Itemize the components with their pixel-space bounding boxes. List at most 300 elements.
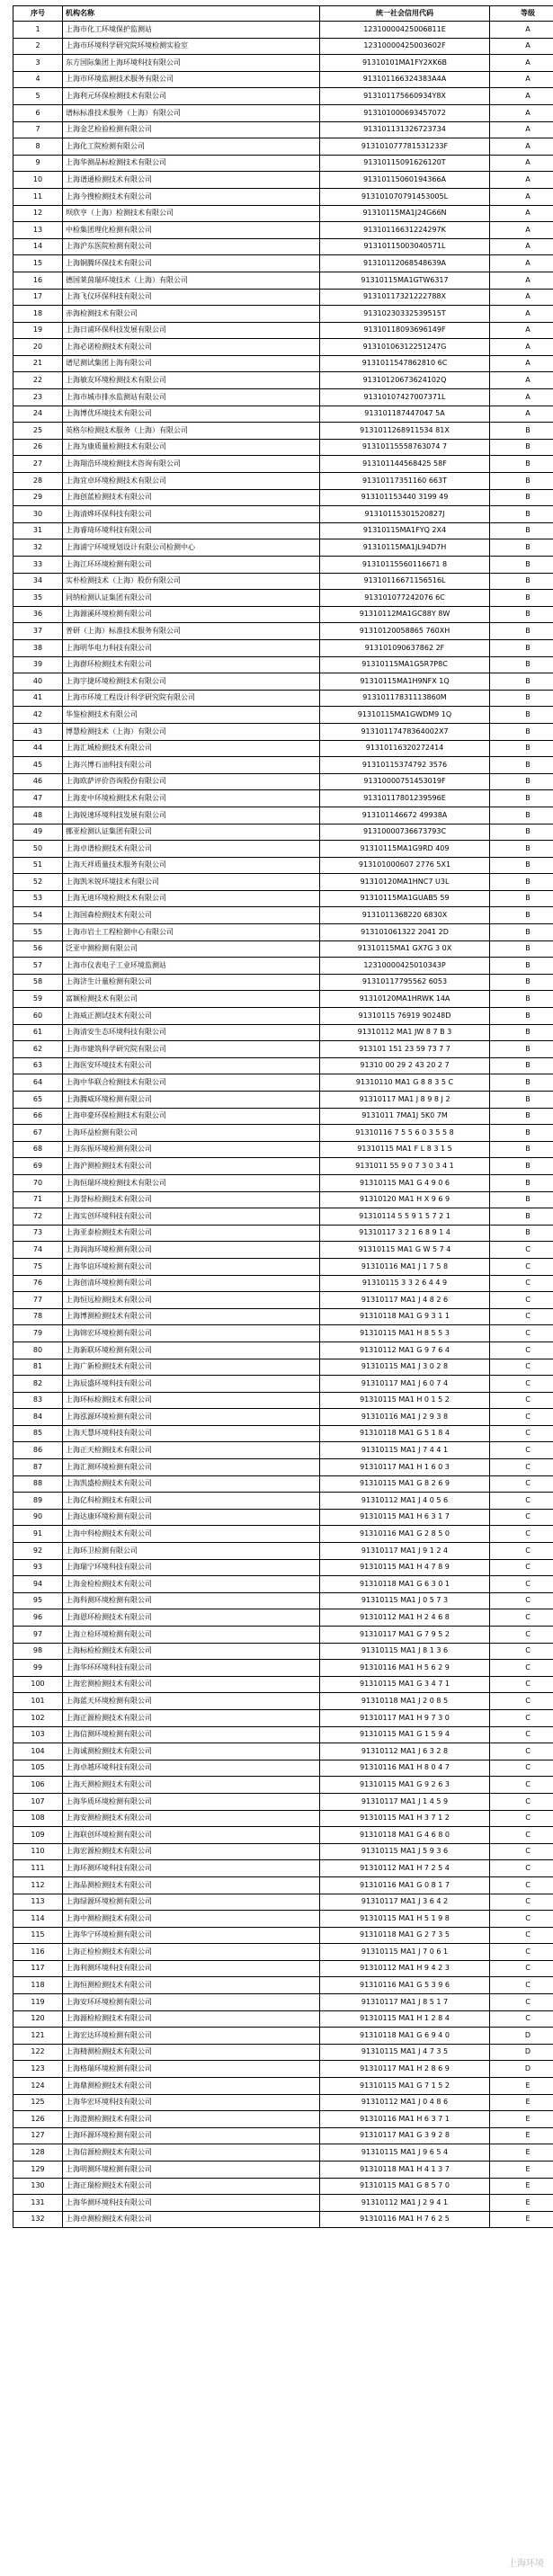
cell-credit-code: 91310115MA1J24G66N bbox=[320, 205, 490, 222]
cell-name: 谱尼测试集团上海有限公司 bbox=[63, 355, 320, 372]
cell-name: 上海为康质量检测技术有限公司 bbox=[63, 439, 320, 456]
cell-name: 上海立检环境检测有限公司 bbox=[63, 1627, 320, 1644]
cell-credit-code: 91310117 MA1 G 3 9 2 8 bbox=[320, 2127, 490, 2144]
cell-credit-code: 91310118 MA1 G 6 3 0 1 bbox=[320, 1576, 490, 1593]
cell-credit-code: 91310115MA1H9NFX 1Q bbox=[320, 673, 490, 691]
table-row bbox=[13, 590, 553, 607]
cell-seq: 90 bbox=[13, 1509, 63, 1526]
cell-grade: C bbox=[490, 1894, 553, 1911]
cell-name: 上海市化工环境保护监测站 bbox=[63, 22, 320, 39]
cell-credit-code: 91310115 MA1 J 5 9 3 6 bbox=[320, 1843, 490, 1860]
cell-name: 上海利测环境科技有限公司 bbox=[63, 1960, 320, 1977]
cell-grade: B bbox=[490, 590, 553, 607]
cell-name: 上海欧萨评价咨询股份有限公司 bbox=[63, 773, 320, 790]
cell-name: 上海精测检测技术有限公司 bbox=[63, 2044, 320, 2061]
cell-credit-code: 91310117351160 663T bbox=[320, 473, 490, 490]
table-row bbox=[13, 406, 553, 423]
cell-name: 上海市建筑科学研究院有限公司 bbox=[63, 1041, 320, 1058]
cell-seq: 93 bbox=[13, 1559, 63, 1576]
cell-grade: B bbox=[490, 707, 553, 724]
cell-credit-code: 12310000425010343P bbox=[320, 958, 490, 975]
cell-grade: E bbox=[490, 2078, 553, 2095]
table-row bbox=[13, 907, 553, 924]
cell-grade: B bbox=[490, 557, 553, 574]
table-row bbox=[13, 22, 553, 39]
cell-grade: C bbox=[490, 1743, 553, 1760]
cell-grade: B bbox=[490, 1208, 553, 1226]
cell-seq: 51 bbox=[13, 857, 63, 874]
cell-name: 坝欣亨（上海）检测技术有限公司 bbox=[63, 205, 320, 222]
cell-name: 德国莱茵瑞环境技术（上海）有限公司 bbox=[63, 272, 320, 289]
cell-credit-code: 913101061322 2041 2D bbox=[320, 924, 490, 941]
cell-seq: 63 bbox=[13, 1057, 63, 1074]
cell-grade: C bbox=[490, 1425, 553, 1442]
cell-credit-code: 91310115 MA1 G W 5 7 4 bbox=[320, 1242, 490, 1259]
cell-seq: 41 bbox=[13, 690, 63, 707]
table-row bbox=[13, 874, 553, 891]
cell-name: 上海标检检测技术有限公司 bbox=[63, 1643, 320, 1660]
table-row bbox=[13, 1275, 553, 1292]
cell-grade: B bbox=[490, 1158, 553, 1175]
cell-seq: 23 bbox=[13, 389, 63, 406]
table-row bbox=[13, 255, 553, 272]
table-row bbox=[13, 1559, 553, 1576]
cell-name: 上海沪东医院检测有限公司 bbox=[63, 238, 320, 255]
table-row bbox=[13, 2010, 553, 2028]
cell-credit-code: 91310117 MA1 J 8 9 8 J 2 bbox=[320, 1092, 490, 1109]
cell-grade: C bbox=[490, 1876, 553, 1894]
cell-seq: 1 bbox=[13, 22, 63, 39]
cell-name: 上海利元环保检测技术有限公司 bbox=[63, 88, 320, 105]
cell-seq: 132 bbox=[13, 2211, 63, 2228]
table-row bbox=[13, 138, 553, 156]
cell-name: 上海华环环境科技有限公司 bbox=[63, 1660, 320, 1677]
cell-name: 上海新联环境检测有限公司 bbox=[63, 1341, 320, 1359]
cell-name: 上海金检检测技术有限公司 bbox=[63, 1576, 320, 1593]
cell-credit-code: 91310115MA1FYQ 2X4 bbox=[320, 522, 490, 539]
table-body bbox=[13, 22, 553, 2228]
cell-credit-code: 91310118 MA1 H 4 1 3 7 bbox=[320, 2162, 490, 2179]
cell-seq: 19 bbox=[13, 322, 63, 339]
cell-credit-code: 91310115091626120T bbox=[320, 155, 490, 172]
table-row bbox=[13, 2061, 553, 2078]
table-row bbox=[13, 1810, 553, 1827]
cell-name: 同纳检测认证集团有限公司 bbox=[63, 590, 320, 607]
cell-name: 上海恒测检测技术有限公司 bbox=[63, 1977, 320, 1994]
cell-seq: 69 bbox=[13, 1158, 63, 1175]
cell-name: 上海兴博石油科技有限公司 bbox=[63, 757, 320, 774]
cell-seq: 125 bbox=[13, 2094, 63, 2111]
cell-grade: C bbox=[490, 1977, 553, 1994]
table-row bbox=[13, 2028, 553, 2045]
cell-name: 上海达康环境检测有限公司 bbox=[63, 1509, 320, 1526]
cell-grade: A bbox=[490, 55, 553, 72]
table-row bbox=[13, 339, 553, 356]
cell-credit-code: 91310117795562 6053 bbox=[320, 974, 490, 991]
table-row bbox=[13, 104, 553, 121]
cell-grade: B bbox=[490, 874, 553, 891]
table-row bbox=[13, 489, 553, 506]
cell-grade: C bbox=[490, 1944, 553, 1961]
cell-name: 普研（上海）标准技术服务有限公司 bbox=[63, 623, 320, 640]
cell-grade: C bbox=[490, 1509, 553, 1526]
cell-grade: C bbox=[490, 2010, 553, 2028]
cell-seq: 112 bbox=[13, 1876, 63, 1894]
header-grade: 等级 bbox=[490, 6, 553, 22]
watermark: 上海环境 bbox=[508, 2559, 544, 2569]
institution-grade-table bbox=[13, 5, 553, 2228]
cell-credit-code: 91310115 MA1 G 8 5 7 0 bbox=[320, 2178, 490, 2195]
cell-seq: 95 bbox=[13, 1592, 63, 1609]
cell-name: 上海瑞宁环境科技有限公司 bbox=[63, 1559, 320, 1576]
cell-grade: B bbox=[490, 907, 553, 924]
table-row bbox=[13, 439, 553, 456]
cell-seq: 94 bbox=[13, 1576, 63, 1593]
cell-grade: C bbox=[490, 1860, 553, 1877]
cell-seq: 55 bbox=[13, 924, 63, 941]
cell-grade: B bbox=[490, 506, 553, 523]
table-row bbox=[13, 1693, 553, 1710]
cell-credit-code: 91310112 MA1 J 6 3 2 8 bbox=[320, 1743, 490, 1760]
cell-grade: C bbox=[490, 1592, 553, 1609]
cell-credit-code: 91310115 MA1 H 3 7 1 2 bbox=[320, 1810, 490, 1827]
table-row bbox=[13, 55, 553, 72]
cell-seq: 64 bbox=[13, 1074, 63, 1092]
cell-credit-code: 91310112068548639A bbox=[320, 255, 490, 272]
cell-name: 上海铜腾环保技术有限公司 bbox=[63, 255, 320, 272]
table-row bbox=[13, 1057, 553, 1074]
cell-seq: 18 bbox=[13, 306, 63, 323]
table-row bbox=[13, 2111, 553, 2128]
cell-grade: B bbox=[490, 1174, 553, 1191]
cell-grade: C bbox=[490, 1493, 553, 1510]
cell-grade: A bbox=[490, 406, 553, 423]
table-row bbox=[13, 1777, 553, 1794]
cell-grade: B bbox=[490, 890, 553, 907]
cell-seq: 21 bbox=[13, 355, 63, 372]
cell-credit-code: 91310115 MA1 G 3 4 7 1 bbox=[320, 1676, 490, 1693]
header-credit-code: 统一社会信用代码 bbox=[320, 6, 490, 22]
cell-grade: B bbox=[490, 841, 553, 858]
cell-grade: D bbox=[490, 2028, 553, 2045]
cell-credit-code: 91310117 MA1 J 4 8 2 6 bbox=[320, 1292, 490, 1309]
cell-grade: B bbox=[490, 439, 553, 456]
cell-name: 上海卓越环境科技有限公司 bbox=[63, 1760, 320, 1777]
cell-credit-code: 91310117321222788X bbox=[320, 289, 490, 306]
cell-credit-code: 91310117831113860M bbox=[320, 690, 490, 707]
cell-name: 上海正检检测技术有限公司 bbox=[63, 1944, 320, 1961]
cell-seq: 116 bbox=[13, 1944, 63, 1961]
cell-name: 上海联创环境检测有限公司 bbox=[63, 1827, 320, 1844]
cell-credit-code: 91310117 MA1 H 1 6 0 3 bbox=[320, 1459, 490, 1476]
cell-seq: 54 bbox=[13, 907, 63, 924]
cell-seq: 49 bbox=[13, 824, 63, 841]
cell-grade: B bbox=[490, 773, 553, 790]
cell-name: 上海正瑞检测技术有限公司 bbox=[63, 2178, 320, 2195]
cell-seq: 105 bbox=[13, 1760, 63, 1777]
cell-seq: 33 bbox=[13, 557, 63, 574]
cell-name: 上海华测环境科技有限公司 bbox=[63, 2195, 320, 2212]
cell-seq: 14 bbox=[13, 238, 63, 255]
cell-credit-code: 913101187447047 5A bbox=[320, 406, 490, 423]
cell-credit-code: 91310116 MA1 G 2 8 5 0 bbox=[320, 1526, 490, 1543]
cell-name: 上海宏源检测技术有限公司 bbox=[63, 1843, 320, 1860]
table-row bbox=[13, 1258, 553, 1275]
cell-credit-code: 91310117 MA1 H 2 8 6 9 bbox=[320, 2061, 490, 2078]
cell-name: 上海群环检测技术有限公司 bbox=[63, 656, 320, 673]
cell-grade: C bbox=[490, 1409, 553, 1426]
cell-name: 上海中华联合检测技术有限公司 bbox=[63, 1074, 320, 1092]
table-row bbox=[13, 1392, 553, 1409]
cell-credit-code: 913101000693457072 bbox=[320, 104, 490, 121]
cell-seq: 102 bbox=[13, 1709, 63, 1726]
cell-credit-code: 91310116 MA1 H 8 0 4 7 bbox=[320, 1760, 490, 1777]
cell-grade: A bbox=[490, 322, 553, 339]
cell-name: 上海沪测检测技术有限公司 bbox=[63, 1158, 320, 1175]
cell-credit-code: 91310117801239596E bbox=[320, 790, 490, 807]
table-row bbox=[13, 673, 553, 691]
cell-name: 上海翔浩环境检测技术咨询有限公司 bbox=[63, 456, 320, 473]
cell-credit-code: 913101166324383A4A bbox=[320, 71, 490, 88]
cell-seq: 74 bbox=[13, 1242, 63, 1259]
cell-name: 上海源溪环境检测有限公司 bbox=[63, 606, 320, 623]
cell-seq: 40 bbox=[13, 673, 63, 691]
cell-credit-code: 91310112 MA1 J 2 9 4 1 bbox=[320, 2195, 490, 2212]
cell-credit-code: 91310115 76919 90248D bbox=[320, 1008, 490, 1025]
table-row bbox=[13, 205, 553, 222]
cell-seq: 124 bbox=[13, 2078, 63, 2095]
cell-grade: C bbox=[490, 1258, 553, 1275]
cell-seq: 106 bbox=[13, 1777, 63, 1794]
table-row bbox=[13, 1894, 553, 1911]
cell-name: 上海市城市排水监测站有限公司 bbox=[63, 389, 320, 406]
cell-seq: 127 bbox=[13, 2127, 63, 2144]
table-row bbox=[13, 188, 553, 205]
cell-seq: 34 bbox=[13, 573, 63, 590]
cell-grade: C bbox=[490, 1843, 553, 1860]
cell-seq: 15 bbox=[13, 255, 63, 272]
cell-seq: 81 bbox=[13, 1359, 63, 1376]
cell-credit-code: 913101144568425 58F bbox=[320, 456, 490, 473]
cell-seq: 12 bbox=[13, 205, 63, 222]
cell-credit-code: 91310116631224297K bbox=[320, 222, 490, 239]
cell-credit-code: 91310116 MA1 J 1 7 5 8 bbox=[320, 1258, 490, 1275]
cell-credit-code: 9131011547862810 6C bbox=[320, 355, 490, 372]
cell-credit-code: 913101070791453005L bbox=[320, 188, 490, 205]
cell-credit-code: 91310 00 29 2 43 20 2 7 bbox=[320, 1057, 490, 1074]
cell-name: 上海汇城检测技术有限公司 bbox=[63, 740, 320, 757]
cell-seq: 109 bbox=[13, 1827, 63, 1844]
cell-name: 上海清安生态环境科技有限公司 bbox=[63, 1024, 320, 1041]
table-row bbox=[13, 2195, 553, 2212]
cell-name: 挪亚检测认证集团有限公司 bbox=[63, 824, 320, 841]
cell-name: 上海卓测检测技术有限公司 bbox=[63, 2211, 320, 2228]
table-row bbox=[13, 1442, 553, 1459]
table-row bbox=[13, 121, 553, 138]
cell-name: 上海凯盛检测技术有限公司 bbox=[63, 1475, 320, 1493]
cell-grade: C bbox=[490, 1325, 553, 1342]
cell-credit-code: 91310118 MA1 G 2 7 3 5 bbox=[320, 1927, 490, 1944]
cell-name: 上海泓源环境检测有限公司 bbox=[63, 1409, 320, 1426]
cell-name: 上海华质环境检测有限公司 bbox=[63, 1793, 320, 1810]
cell-name: 谱标标准技术服务（上海）有限公司 bbox=[63, 104, 320, 121]
table-row bbox=[13, 1174, 553, 1191]
table-row bbox=[13, 857, 553, 874]
cell-credit-code: 91310115MA1 GX7G 3 0X bbox=[320, 940, 490, 958]
cell-credit-code: 91310110 MA1 G 8 8 3 5 C bbox=[320, 1074, 490, 1092]
table-row bbox=[13, 372, 553, 389]
table-row bbox=[13, 322, 553, 339]
cell-seq: 97 bbox=[13, 1627, 63, 1644]
cell-credit-code: 91310115 MA1 J 3 0 2 8 bbox=[320, 1359, 490, 1376]
cell-credit-code: 91310115MA1JL94D7H bbox=[320, 539, 490, 557]
cell-seq: 88 bbox=[13, 1475, 63, 1493]
cell-grade: C bbox=[490, 1960, 553, 1977]
cell-grade: B bbox=[490, 656, 553, 673]
table-row bbox=[13, 1793, 553, 1810]
cell-grade: A bbox=[490, 71, 553, 88]
cell-credit-code: 91310117 MA1 J 9 1 2 4 bbox=[320, 1543, 490, 1560]
cell-seq: 59 bbox=[13, 991, 63, 1008]
cell-credit-code: 91310117 MA1 J 3 6 4 2 bbox=[320, 1894, 490, 1911]
cell-credit-code: 91310000736673793C bbox=[320, 824, 490, 841]
cell-credit-code: 91310116 MA1 H 6 3 7 1 bbox=[320, 2111, 490, 2128]
table-row bbox=[13, 1493, 553, 1510]
cell-credit-code: 91310116 MA1 G 0 8 1 7 bbox=[320, 1876, 490, 1894]
table-row bbox=[13, 473, 553, 490]
cell-credit-code: 91310112 MA1 JW 8 7 B 3 bbox=[320, 1024, 490, 1041]
cell-credit-code: 91310115 3 3 2 6 4 4 9 bbox=[320, 1275, 490, 1292]
table-row bbox=[13, 1125, 553, 1142]
cell-name: 上海实创环境科技有限公司 bbox=[63, 1208, 320, 1226]
table-row bbox=[13, 890, 553, 907]
cell-grade: A bbox=[490, 138, 553, 156]
cell-grade: A bbox=[490, 355, 553, 372]
cell-credit-code: 9131011 7MA1J 5K0 7M bbox=[320, 1108, 490, 1125]
cell-credit-code: 91310118093696149F bbox=[320, 322, 490, 339]
cell-name: 英格尔检测技术服务（上海）有限公司 bbox=[63, 423, 320, 440]
cell-grade: C bbox=[490, 1308, 553, 1325]
cell-credit-code: 91310115 MA1 G 9 2 6 3 bbox=[320, 1777, 490, 1794]
cell-grade: E bbox=[490, 2195, 553, 2212]
cell-name: 上海无迪环境检测技术有限公司 bbox=[63, 890, 320, 907]
cell-grade: A bbox=[490, 372, 553, 389]
cell-name: 上海市岩土工程检测中心有限公司 bbox=[63, 924, 320, 941]
cell-credit-code: 91310117 MA1 J 6 0 7 4 bbox=[320, 1376, 490, 1393]
cell-grade: A bbox=[490, 172, 553, 189]
cell-name: 实朴检测技术（上海）股份有限公司 bbox=[63, 573, 320, 590]
cell-seq: 85 bbox=[13, 1425, 63, 1442]
cell-name: 上海环益检测有限公司 bbox=[63, 1125, 320, 1142]
table-row bbox=[13, 2078, 553, 2095]
table-row bbox=[13, 155, 553, 172]
cell-seq: 13 bbox=[13, 222, 63, 239]
cell-credit-code: 91310115 MA1 G 1 5 9 4 bbox=[320, 1726, 490, 1743]
cell-credit-code: 91310112MA1GC88Y 8W bbox=[320, 606, 490, 623]
cell-credit-code: 91310106312251247G bbox=[320, 339, 490, 356]
cell-seq: 47 bbox=[13, 790, 63, 807]
cell-credit-code: 91310112 MA1 H 2 4 6 8 bbox=[320, 1609, 490, 1627]
cell-grade: B bbox=[490, 456, 553, 473]
cell-name: 上海辰盛环境科技有限公司 bbox=[63, 1376, 320, 1393]
cell-name: 上海腾威环境检测有限公司 bbox=[63, 1092, 320, 1109]
table-row bbox=[13, 1325, 553, 1342]
cell-seq: 131 bbox=[13, 2195, 63, 2212]
cell-credit-code: 913101090637862 2F bbox=[320, 639, 490, 656]
table-row bbox=[13, 1242, 553, 1259]
cell-name: 上海华谊环境检测有限公司 bbox=[63, 1258, 320, 1275]
cell-name: 富颖检测技术有限公司 bbox=[63, 991, 320, 1008]
cell-name: 上海天慧环境科技有限公司 bbox=[63, 1425, 320, 1442]
cell-name: 上海正天检测技术有限公司 bbox=[63, 1442, 320, 1459]
cell-seq: 86 bbox=[13, 1442, 63, 1459]
cell-grade: B bbox=[490, 623, 553, 640]
cell-seq: 16 bbox=[13, 272, 63, 289]
cell-grade: B bbox=[490, 1141, 553, 1158]
table-row bbox=[13, 272, 553, 289]
header-name: 机构名称 bbox=[63, 6, 320, 22]
table-row bbox=[13, 639, 553, 656]
cell-name: 上海敏友环境检测技术有限公司 bbox=[63, 372, 320, 389]
cell-seq: 39 bbox=[13, 656, 63, 673]
cell-seq: 42 bbox=[13, 707, 63, 724]
cell-seq: 22 bbox=[13, 372, 63, 389]
table-row bbox=[13, 2127, 553, 2144]
cell-credit-code: 91310116 MA1 G 5 3 9 6 bbox=[320, 1977, 490, 1994]
table-row bbox=[13, 1743, 553, 1760]
cell-grade: A bbox=[490, 272, 553, 289]
cell-credit-code: 91310115 MA1 F L 8 3 1 5 bbox=[320, 1141, 490, 1158]
table-row bbox=[13, 539, 553, 557]
cell-seq: 114 bbox=[13, 1911, 63, 1928]
cell-grade: C bbox=[490, 1543, 553, 1560]
cell-grade: C bbox=[490, 1275, 553, 1292]
cell-name: 上海汇测环境检测有限公司 bbox=[63, 1459, 320, 1476]
cell-grade: B bbox=[490, 1074, 553, 1092]
table-row bbox=[13, 2094, 553, 2111]
table-row bbox=[13, 522, 553, 539]
table-row bbox=[13, 2211, 553, 2228]
cell-seq: 5 bbox=[13, 88, 63, 105]
cell-credit-code: 91310114 5 5 9 1 5 7 2 1 bbox=[320, 1208, 490, 1226]
table-row bbox=[13, 1709, 553, 1726]
cell-name: 上海市环境监测技术服务有限公司 bbox=[63, 71, 320, 88]
cell-name: 上海锐速环境科技发展有限公司 bbox=[63, 807, 320, 824]
cell-name: 上海绿源环境检测有限公司 bbox=[63, 1894, 320, 1911]
cell-seq: 29 bbox=[13, 489, 63, 506]
cell-seq: 58 bbox=[13, 974, 63, 991]
cell-name: 上海亿科检测技术有限公司 bbox=[63, 1493, 320, 1510]
cell-seq: 83 bbox=[13, 1392, 63, 1409]
cell-seq: 68 bbox=[13, 1141, 63, 1158]
cell-name: 上海安测检测技术有限公司 bbox=[63, 1810, 320, 1827]
table-row bbox=[13, 1208, 553, 1226]
cell-seq: 96 bbox=[13, 1609, 63, 1627]
cell-name: 上海宜卓环境检测技术有限公司 bbox=[63, 473, 320, 490]
cell-seq: 7 bbox=[13, 121, 63, 138]
table-row bbox=[13, 824, 553, 841]
cell-grade: A bbox=[490, 222, 553, 239]
cell-grade: B bbox=[490, 757, 553, 774]
cell-seq: 37 bbox=[13, 623, 63, 640]
cell-seq: 129 bbox=[13, 2162, 63, 2179]
cell-name: 上海华测品标检测技术有限公司 bbox=[63, 155, 320, 172]
cell-grade: C bbox=[490, 1459, 553, 1476]
cell-name: 上海卓谱检测技术有限公司 bbox=[63, 841, 320, 858]
cell-credit-code: 91310115060194366A bbox=[320, 172, 490, 189]
cell-seq: 3 bbox=[13, 55, 63, 72]
cell-name: 上海博测检测技术有限公司 bbox=[63, 1308, 320, 1325]
